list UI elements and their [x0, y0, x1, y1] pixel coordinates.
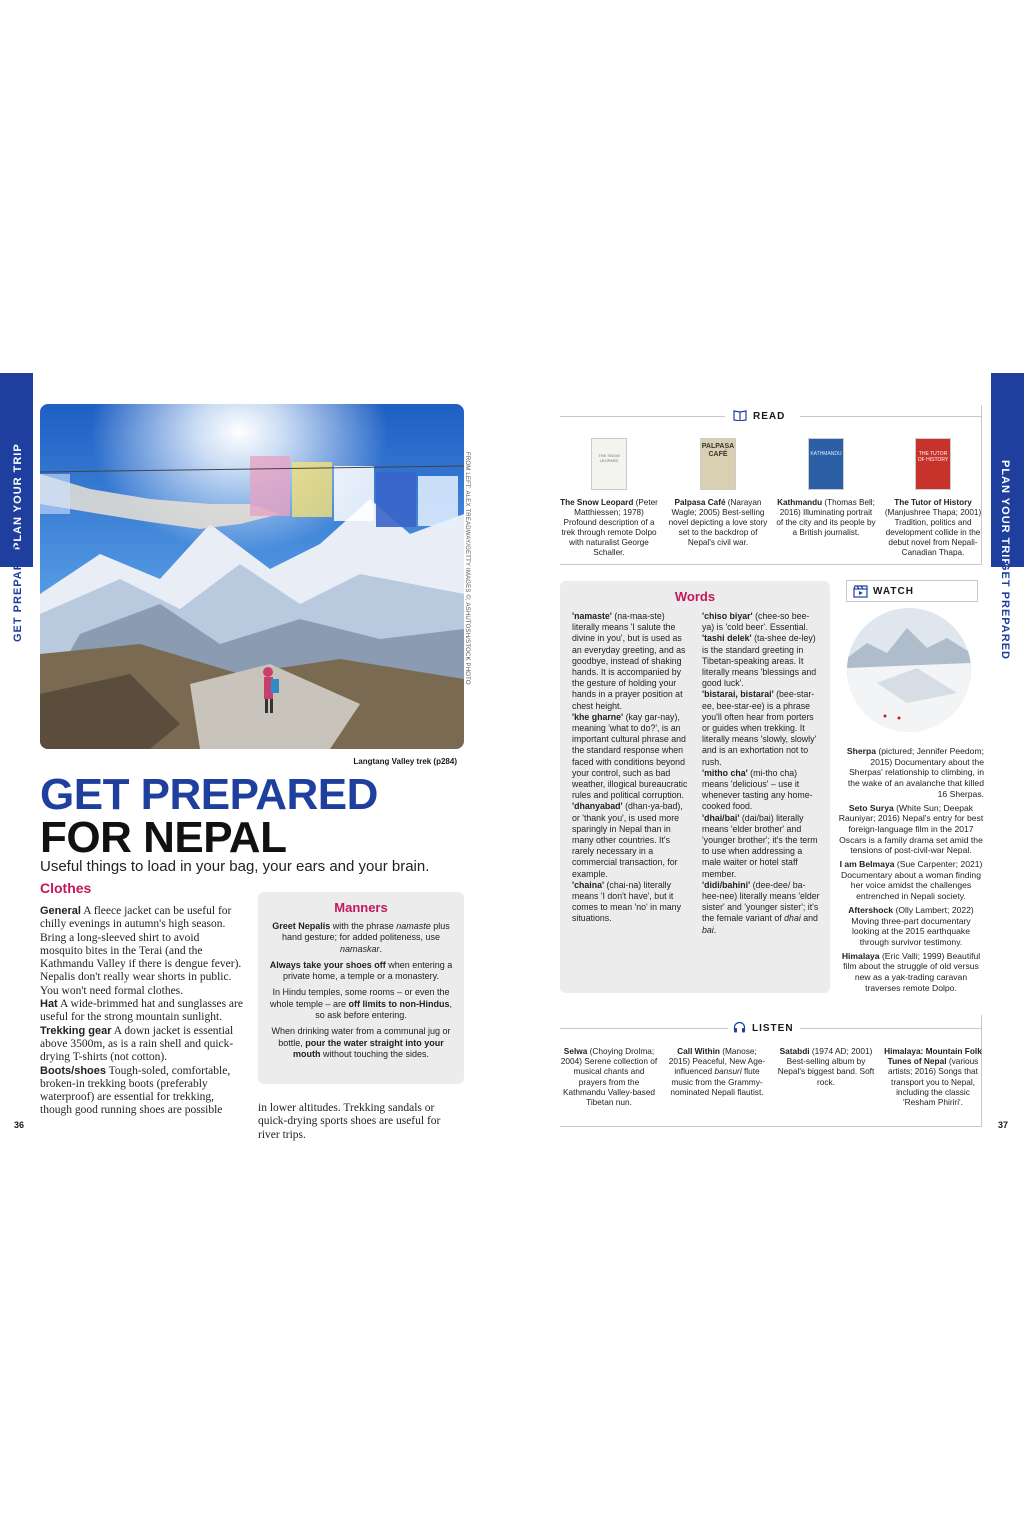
manners-tip: Greet Nepalis with the phrase namaste plus hand gesture; for added politeness, use namaskar.: [272, 921, 450, 954]
words-heading: Words: [674, 589, 716, 604]
word-entry: 'namaste' (na-maa-ste) literally means 'I salute the divine in you', but is used as an everyday greeting, and as goodbye, instead of shaking hands. It is accompanied by the gesture of holding your hands in a prayer position at chest height.: [572, 611, 686, 711]
read-rule-left: [560, 416, 725, 417]
words-box: [560, 581, 830, 993]
page-title-line2: FOR NEPAL: [40, 813, 287, 862]
album-entry: Himalaya: Mountain Folk Tunes of Nepal (various artists; 2016) Songs that transport you to Nepal, including the classic 'Resham Phiriri'.: [884, 1046, 982, 1108]
album-entry: Satabdi (1974 AD; 2001) Best-selling album by Nepal's biggest band. Soft rock.: [777, 1046, 875, 1087]
word-entry: 'tashi delek' (ta-shee de-ley) is the standard greeting in Tibetan-speaking areas. It literally means 'blessings and good luck'.: [702, 633, 817, 689]
listen-rule-left: [560, 1028, 728, 1029]
page-number-right: 37: [998, 1120, 1009, 1130]
left-section-label: GET PREPARED: [12, 544, 24, 642]
right-tab-label: PLAN YOUR TRIP: [999, 460, 1011, 567]
page-title-line1: GET PREPARED: [40, 770, 378, 819]
listen-heading: [733, 1021, 794, 1036]
book-icon: [733, 409, 747, 424]
manners-tip: Always take your shoes off when entering a private home, a temple or a monastery.: [269, 959, 453, 982]
clothes-item: General A fleece jacket can be useful for chilly evenings in autumn's high season. Bring a long-sleeved shirt to avoid mosquito bites in the Terai (and the Kathmandu Valley if there is dengue fever). Nepalis don't really wear shorts in public. You won't need formal clothes.: [40, 905, 242, 997]
word-entry: 'didi/bahini' (dee-dee/ ba-hee-nee) literally means 'elder sister' and 'younger sister'; it's the female variant of dhai and bai.: [702, 879, 820, 935]
sherpa-photo: [847, 608, 971, 732]
book-item: PALPASA CAFÉ Palpasa Café (Narayan Wagle; 2005) Best-selling novel depicting a love story set to the backdrop of Nepal's civil war.: [667, 438, 769, 548]
film-entry: I am Belmaya (Sue Carpenter; 2021) Documentary about a woman finding her voice amidst the challenges entrenched in Nepali society.: [839, 859, 983, 902]
film-entry: Aftershock (Olly Lambert; 2022) Moving three-part documentary looking at the 2015 earthquake through survivor testimony.: [848, 904, 974, 947]
clothes-item: Boots/shoes Tough-soled, comfortable, broken-in trekking boots (preferably waterproof) are essential for trekking, though good running shoes are possible: [40, 1064, 231, 1117]
word-entry: 'khe gharne' (kay gar-nay), meaning 'what to do?', is an important cultural phrase and the standard response when faced with conditions beyond your control, such as bad weather, illogical bureaucratic rules and political corruption.: [572, 711, 688, 801]
clothes-continued: in lower altitudes. Trekking sandals or quick-drying sports shoes are useful for river trips.: [258, 1102, 441, 1141]
left-tab-label: PLAN YOUR TRIP: [12, 443, 24, 550]
right-section-label: GET PREPARED: [999, 562, 1011, 660]
film-entry: Himalaya (Eric Valli; 1999) Beautiful film about the struggle of old versus new as a yak-trading caravan traverses remote Dolpo.: [841, 950, 981, 993]
watch-list: [838, 746, 984, 996]
book-item: THE TUTOR OF HISTORY The Tutor of History (Manjushree Thapa; 2001) Tradition, politics and development collide in the debut novel from Nepali-Canadian Thapa.: [884, 438, 982, 558]
book-title: Palpasa Café: [674, 498, 726, 507]
book-cover: THE TUTOR OF HISTORY: [915, 438, 951, 490]
book-cover: KATHMANDU: [808, 438, 844, 490]
book-item: KATHMANDU Kathmandu (Thomas Bell; 2016) Illuminating portrait of the city and its people by a British journalist.: [776, 438, 876, 538]
read-heading: [733, 409, 785, 424]
album-entry: Call Within (Manose; 2015) Peaceful, New Age-influenced bansuri flute music from the Grammy-nominated Nepali flautist.: [668, 1046, 766, 1097]
clapperboard-icon: [853, 585, 868, 601]
photo-caption: Langtang Valley trek (p284): [353, 757, 457, 766]
clothes-item: Trekking gear A down jacket is essential above 3500m, as is a rain shell and quick-drying T-shirts (not cotton).: [40, 1024, 234, 1064]
clothes-item: Hat A wide-brimmed hat and sunglasses are useful for the strong mountain sunlight.: [40, 998, 243, 1024]
page-number-left: 36: [14, 1120, 25, 1130]
words-column-2: [702, 611, 820, 936]
book-title: The Snow Leopard: [560, 498, 634, 507]
page-subtitle: Useful things to load in your bag, your ears and your brain.: [40, 858, 430, 875]
word-entry: 'dhanyabad' (dhan-ya-bad), or 'thank you', is used more sparingly in Nepal than in many other countries. It's rarely necessary in a commercial transaction, for example.: [572, 801, 683, 879]
film-entry: Sherpa (pictured; Jennifer Peedom; 2015) Documentary about the Sherpas' relationship to climbing, in the wake of an avalanche that killed 16 Sherpas.: [846, 746, 984, 799]
read-rule-right: [800, 416, 982, 417]
book-title: The Tutor of History: [894, 498, 972, 507]
manners-tip: In Hindu temples, some rooms – or even the whole temple – are off limits to non-Hindus, so ask before entering.: [269, 987, 453, 1021]
watch-heading: [846, 580, 978, 602]
book-title: Kathmandu: [777, 498, 823, 507]
words-column-1: [572, 611, 690, 925]
manners-heading: Manners: [334, 900, 388, 915]
clothes-heading: Clothes: [40, 880, 92, 896]
headphones-icon: [733, 1021, 746, 1036]
book-cover: THE SNOW LEOPARD: [591, 438, 627, 490]
word-entry: 'bistarai, bistarai' (bee-star-ee, bee-star-ee) is a phrase you'll often hear from porters or guides when trekking. It literally means 'slowly, slowly' and is an exhortation not to rush.: [702, 689, 817, 767]
book-item: THE SNOW LEOPARD The Snow Leopard (Peter Matthiessen; 1978) Profound description of a trek through remote Dolpo with naturalist George Schaller.: [560, 438, 658, 558]
listen-rule-right: [800, 1028, 982, 1029]
clothes-text: [40, 905, 245, 1118]
word-entry: 'chaina' (chai-na) literally means 'I don't have', but it comes to mean 'no' in many situations.: [572, 879, 681, 924]
word-entry: 'dhai/bai' (dai/bai) literally means 'elder brother' and 'younger brother'; it's the term to use when addressing a male waiter or hotel staff member.: [702, 812, 818, 879]
listen-heading-label: LISTEN: [752, 1023, 794, 1034]
book-cover: PALPASA CAFÉ: [700, 438, 736, 490]
manners-tip: When drinking water from a communal jug or bottle, pour the water straight into your mouth without touching the sides.: [271, 1026, 451, 1059]
word-entry: 'mitho cha' (mi-tho cha) means 'delicious' – use it whenever tasting any home-cooked food.: [702, 767, 813, 812]
manners-box: [258, 892, 464, 1084]
read-heading-label: READ: [753, 411, 786, 422]
langtang-photo: [40, 404, 464, 749]
album-entry: Selwa (Choying Drolma; 2004) Serene collection of musical chants and prayers from the Kathmandu Valley-based Tibetan nun.: [560, 1046, 658, 1108]
photo-credit: FROM LEFT: ALEX TREADWAY/GETTY IMAGES ©; ASHUTOSH/STOCK PHOTO: [464, 452, 470, 685]
word-entry: 'chiso biyar' (chee-so bee-ya) is 'cold beer'. Essential.: [702, 611, 810, 633]
watch-heading-label: WATCH: [873, 585, 914, 597]
film-entry: Seto Surya (White Sun; Deepak Rauniyar; 2016) Nepal's entry for best foreign-language film in the 2017 Oscars is a family drama set amid the tensions of post-civil-war Nepal.: [838, 802, 984, 856]
